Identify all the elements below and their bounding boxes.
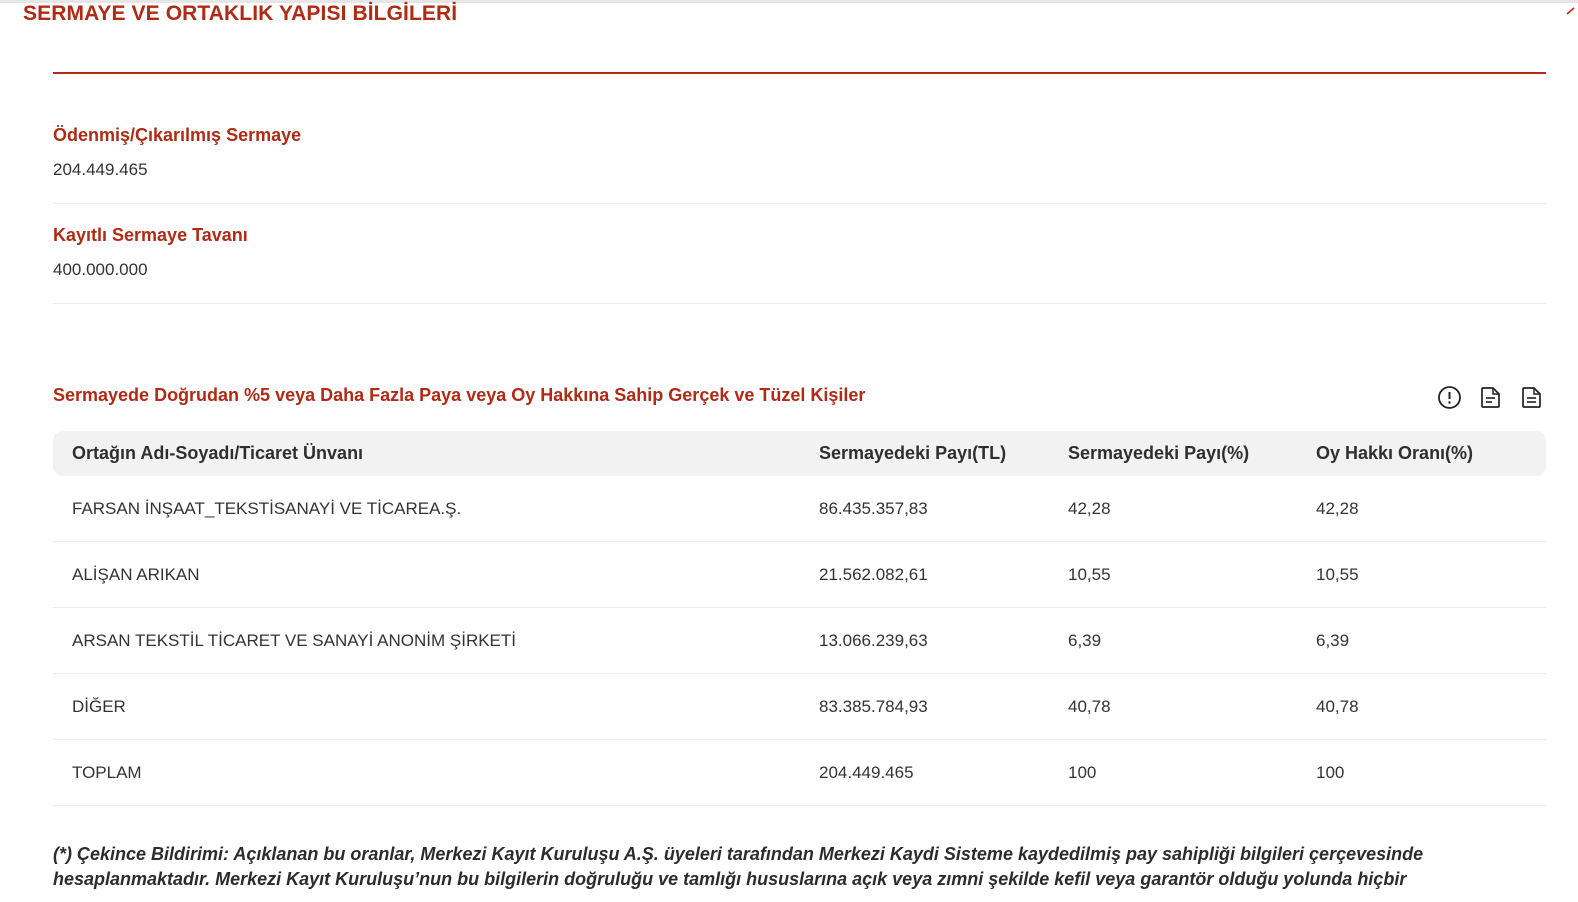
- paid-in-capital-field: [53, 110, 1546, 204]
- section-divider: [53, 72, 1546, 74]
- column-header-name[interactable]: Ortağın Adı-Soyadı/Ticaret Ünvanı: [72, 443, 364, 463]
- table-row: [53, 476, 1546, 542]
- share-amount-tl: 83.385.784,93: [819, 697, 928, 716]
- table-header: [53, 431, 1546, 476]
- info-icon[interactable]: [1437, 385, 1462, 410]
- shareholder-name: FARSAN İNŞAAT_TEKSTİSANAYİ VE TİCAREA.Ş.: [72, 499, 462, 518]
- export-document-icon[interactable]: [1519, 385, 1544, 410]
- column-header-voting-percent[interactable]: Oy Hakkı Oranı(%): [1316, 443, 1474, 463]
- share-percent: 100: [1068, 763, 1097, 782]
- registered-capital-ceiling-field: [53, 210, 1546, 304]
- table-row: [53, 608, 1546, 674]
- shareholder-name: ARSAN TEKSTİL TİCARET VE SANAYİ ANONİM ŞİRKETİ: [72, 631, 517, 650]
- table-row-total: [53, 740, 1546, 806]
- shareholder-name: TOPLAM: [72, 763, 142, 782]
- voting-percent: 40,78: [1316, 697, 1359, 716]
- shareholder-name: DİĞER: [72, 697, 126, 716]
- disclaimer-text: (*) Çekince Bildirimi: Açıklanan bu oranlar, Merkezi Kayıt Kuruluşu A.Ş. üyeleri tarafından Merkezi Kaydi Sisteme kaydedilmiş pay sahipliği bilgileri çerçevesinde hesaplanmaktadır. Merkezi Kayıt Kuruluşu’nun bu bilgilerin doğruluğu ve tamlığı hususlarına açık veya zımni şekilde kefil veya garantör olduğu yolunda hiçbir: [53, 844, 1424, 889]
- paid-in-capital-label: Ödenmiş/Çıkarılmış Sermaye: [53, 125, 302, 145]
- share-amount-tl: 13.066.239,63: [819, 631, 928, 650]
- voting-percent: 6,39: [1316, 631, 1350, 650]
- share-percent: 42,28: [1068, 499, 1111, 518]
- chevron-up-icon[interactable]: [1564, 4, 1578, 18]
- paid-in-capital-value: 204.449.465: [53, 160, 148, 179]
- shareholders-table: [53, 431, 1546, 806]
- share-percent: 10,55: [1068, 565, 1111, 584]
- share-amount-tl: 204.449.465: [819, 763, 914, 782]
- table-row: [53, 542, 1546, 608]
- document-icon[interactable]: [1478, 385, 1503, 410]
- section-title: SERMAYE VE ORTAKLIK YAPISI BİLGİLERİ: [23, 2, 458, 25]
- share-amount-tl: 21.562.082,61: [819, 565, 928, 584]
- column-header-share-tl[interactable]: Sermayedeki Payı(TL): [819, 443, 1007, 463]
- registered-capital-ceiling-label: Kayıtlı Sermaye Tavanı: [53, 225, 248, 245]
- table-row: [53, 674, 1546, 740]
- column-header-share-percent[interactable]: Sermayedeki Payı(%): [1068, 443, 1250, 463]
- share-percent: 6,39: [1068, 631, 1102, 650]
- table-toolbar: [1437, 385, 1544, 410]
- voting-percent: 10,55: [1316, 565, 1359, 584]
- voting-percent: 42,28: [1316, 499, 1359, 518]
- share-percent: 40,78: [1068, 697, 1111, 716]
- shareholder-name: ALİŞAN ARIKAN: [72, 565, 200, 584]
- voting-percent: 100: [1316, 763, 1345, 782]
- shareholders-title: Sermayede Doğrudan %5 veya Daha Fazla Paya veya Oy Hakkına Sahip Gerçek ve Tüzel Kişiler: [53, 385, 866, 405]
- registered-capital-ceiling-value: 400.000.000: [53, 260, 148, 279]
- share-amount-tl: 86.435.357,83: [819, 499, 928, 518]
